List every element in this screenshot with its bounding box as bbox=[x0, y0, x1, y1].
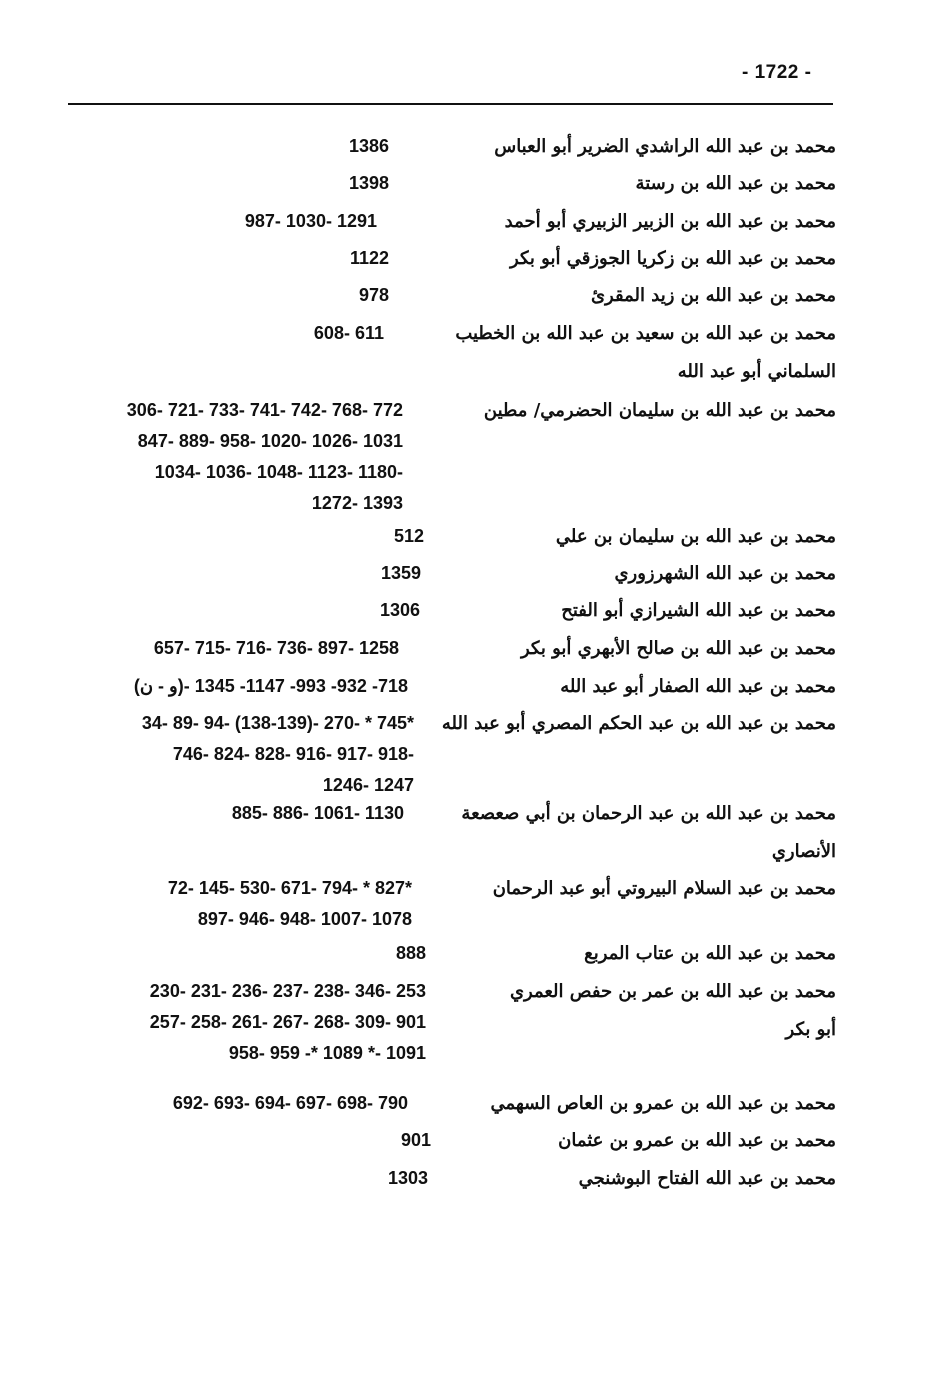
page-ref-line: 1122 bbox=[349, 248, 389, 268]
entry-name: محمد بن عبد الله بن صالح الأبهري أبو بكر bbox=[520, 638, 836, 659]
entry-page-refs bbox=[314, 318, 384, 349]
entry-page-refs bbox=[127, 395, 403, 519]
page-ref-line: 1398 bbox=[348, 173, 389, 193]
entry-page-refs bbox=[150, 976, 426, 1069]
entry-page-refs bbox=[154, 633, 399, 664]
entry-page-refs bbox=[401, 1125, 431, 1156]
entry-page-refs bbox=[232, 798, 404, 829]
page-ref-line: 888 bbox=[395, 943, 426, 963]
entry-name: محمد بن عبد الله الفتاح البوشنجي bbox=[578, 1168, 836, 1189]
entry-name: محمد بن عبد الله بن عتاب المربع bbox=[584, 943, 836, 964]
page-number: - 1722 - bbox=[742, 62, 812, 83]
entry-name: محمد بن عبد السلام البيروتي أبو عبد الرحمان bbox=[492, 878, 836, 899]
entry-name: محمد بن عبد الله بن عمر بن حفص العمري أبو بكر bbox=[436, 973, 836, 1049]
entry-name: محمد بن عبد الله بن رستة bbox=[635, 173, 836, 194]
header-rule bbox=[68, 103, 833, 105]
page-ref-line: 847- 889- 958- 1020- 1026- 1031 bbox=[137, 431, 403, 451]
entry-name: محمد بن عبد الله بن زيد المقرئ bbox=[590, 285, 836, 306]
entry-name: محمد بن عبد الله بن عبد الرحمان بن أبي صعصعة الأنصاري bbox=[436, 795, 836, 871]
entry-page-refs bbox=[245, 206, 377, 237]
page-ref-line: 746- 824- 828- 916- 917- 918- bbox=[172, 744, 414, 764]
entry-name: محمد بن عبد الله بن الزبير الزبيري أبو أحمد bbox=[504, 211, 836, 232]
page-ref-line: 1359 bbox=[380, 563, 421, 583]
entry-name-continuation: أبو بكر bbox=[785, 1019, 836, 1040]
entry-name: محمد بن عبد الله بن سليمان الحضرمي/ مطين bbox=[483, 400, 836, 421]
entry-name: محمد بن عبد الله الراشدي الضرير أبو العباس bbox=[494, 136, 836, 157]
page-ref-line: 692- 693- 694- 697- 698- 790 bbox=[172, 1093, 408, 1113]
entry-page-refs bbox=[396, 938, 426, 969]
entry-page-refs bbox=[349, 131, 389, 162]
page-ref-line: 897- 946- 948- 1007- 1078 bbox=[197, 909, 412, 929]
page-ref-line: 987- 1030- 1291 bbox=[244, 211, 377, 231]
page-ref-line: 1303 bbox=[387, 1168, 428, 1188]
page-ref-line: 306- 721- 733- 741- 742- 768- 772 bbox=[126, 400, 403, 420]
entry-page-refs bbox=[380, 595, 420, 626]
page-ref-line: 1386 bbox=[348, 136, 389, 156]
page-ref-line: (و - ن)- 718- 932- 993- 1147- 1345 bbox=[133, 676, 408, 696]
entry-page-refs bbox=[349, 168, 389, 199]
page-ref-line: 1306 bbox=[379, 600, 420, 620]
page-ref-line: 512 bbox=[393, 526, 424, 546]
page-ref-line: 958- 959 -* 1089 *- 1091 bbox=[228, 1043, 426, 1063]
page-ref-line: 657- 715- 716- 736- 897- 1258 bbox=[153, 638, 399, 658]
page-ref-line: 608- 611 bbox=[313, 323, 384, 343]
page-ref-line: 978 bbox=[358, 285, 389, 305]
entry-page-refs bbox=[394, 521, 424, 552]
entry-page-refs bbox=[168, 873, 412, 935]
page-ref-line: 1272- 1393 bbox=[311, 493, 403, 513]
entry-name: محمد بن عبد الله بن زكريا الجوزقي أبو بكر bbox=[510, 248, 836, 269]
entry-name: محمد بن عبد الله بن عمرو بن العاص السهمي bbox=[490, 1093, 836, 1114]
entry-name: محمد بن عبد الله الشهرزوري bbox=[614, 563, 836, 584]
page-ref-line: 1246- 1247 bbox=[322, 775, 414, 795]
page-ref-line: 885- 886- 1061- 1130 bbox=[231, 803, 404, 823]
entry-page-refs bbox=[359, 280, 389, 311]
page-ref-line: 901 bbox=[400, 1130, 431, 1150]
entry-page-refs bbox=[350, 243, 389, 274]
entry-page-refs bbox=[134, 671, 408, 702]
page-ref-line: 230- 231- 236- 237- 238- 346- 253 bbox=[149, 981, 426, 1001]
page-ref-line: 34- 89- 94- (138-139)- 270- * 745* bbox=[141, 713, 414, 733]
entry-name: محمد بن عبد الله بن عبد الحكم المصري أبو عبد الله bbox=[441, 713, 836, 734]
entry-name-continuation: الأنصاري bbox=[771, 841, 836, 862]
entry-page-refs bbox=[142, 708, 414, 801]
entry-name-continuation: السلماني أبو عبد الله bbox=[677, 361, 836, 382]
entry-name: محمد بن عبد الله بن سعيد بن عبد الله بن الخطيب السلماني أبو عبد الله bbox=[436, 315, 836, 391]
entry-name: محمد بن عبد الله بن سليمان بن علي bbox=[555, 526, 836, 547]
entry-page-refs bbox=[388, 1163, 428, 1194]
page-ref-line: 1034- 1036- 1048- 1123- 1180- bbox=[154, 462, 403, 482]
entry-name: محمد بن عبد الله بن عمرو بن عثمان bbox=[558, 1130, 836, 1151]
entry-page-refs bbox=[173, 1088, 408, 1119]
page-ref-line: 257- 258- 261- 267- 268- 309- 901 bbox=[149, 1012, 426, 1032]
entry-page-refs bbox=[381, 558, 421, 589]
entry-name: محمد بن عبد الله الشيرازي أبو الفتح bbox=[561, 600, 836, 621]
page-ref-line: 72- 145- 530- 671- 794- * 827* bbox=[167, 878, 412, 898]
entry-name: محمد بن عبد الله الصفار أبو عبد الله bbox=[560, 676, 836, 697]
